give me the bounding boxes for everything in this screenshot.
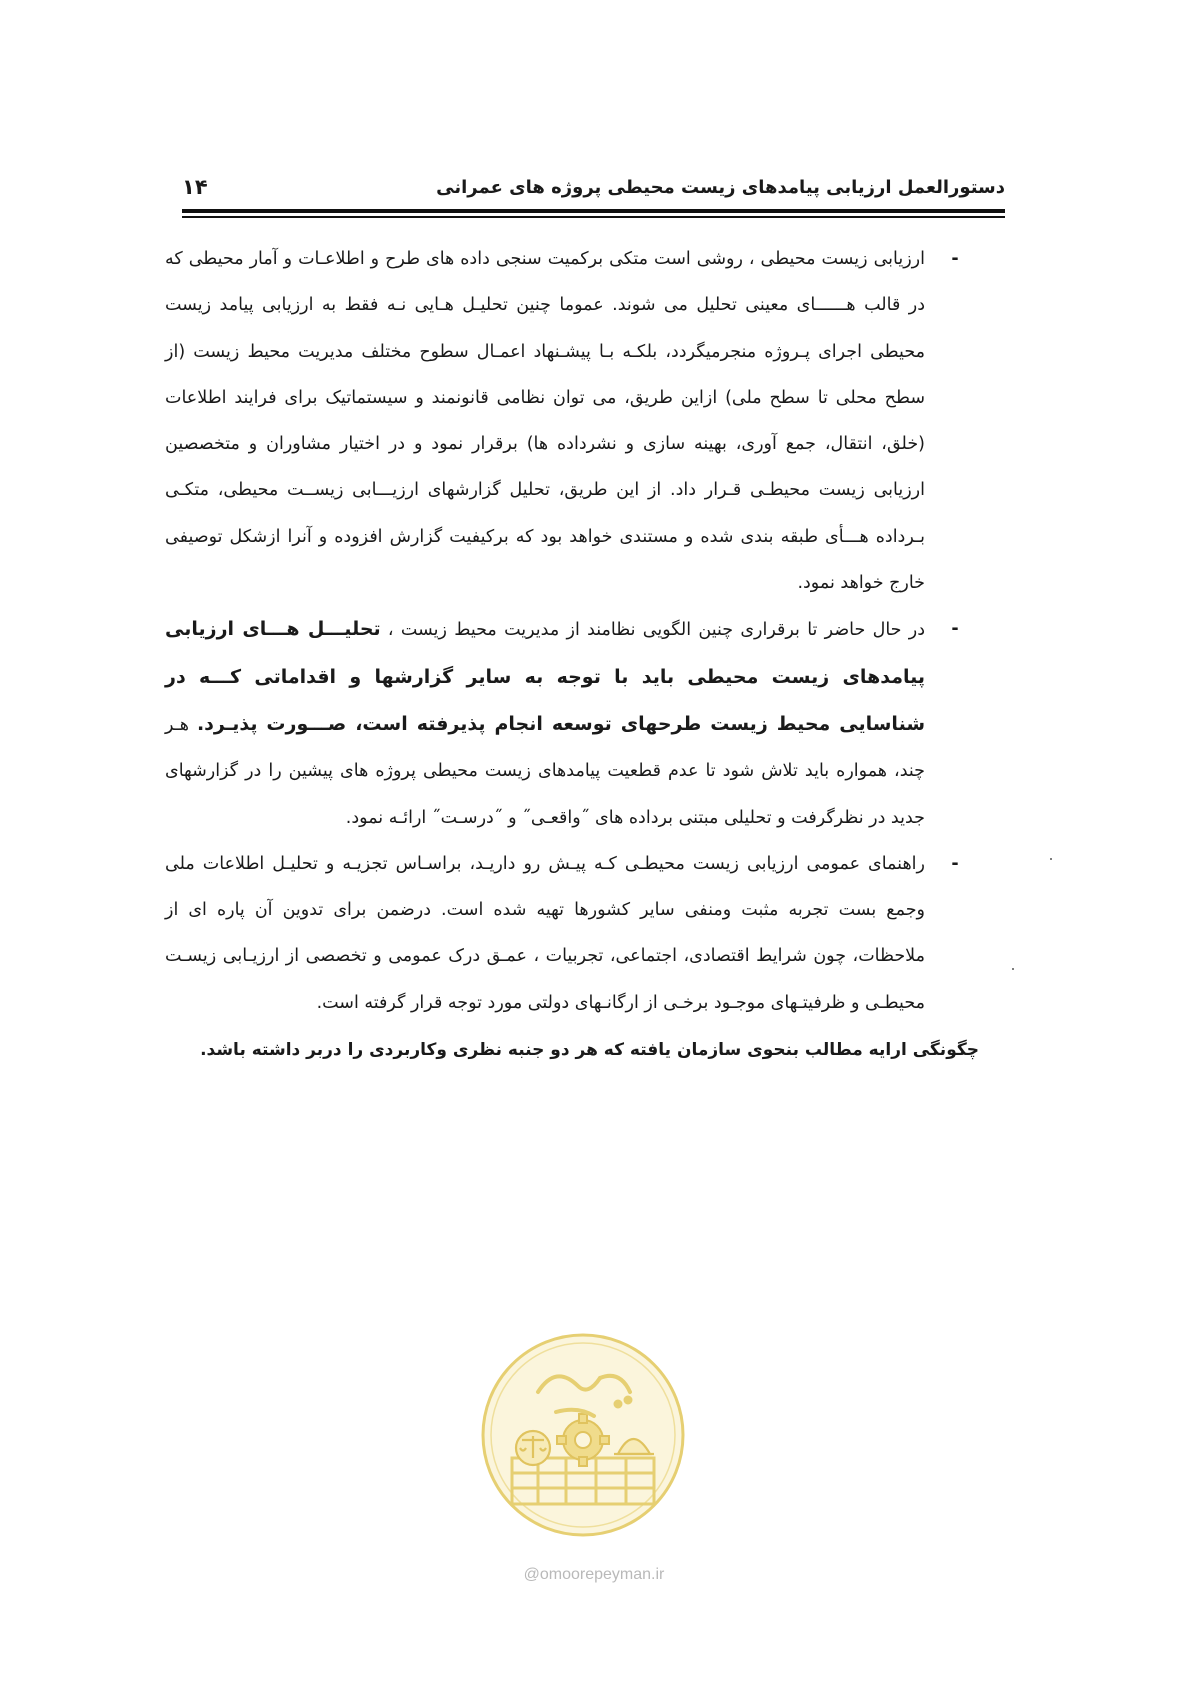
watermark-seal-logo [478,1330,688,1540]
running-title: دستورالعمل ارزیابی پیامدهای زیست محیطی پروژه های عمرانی [436,176,1005,198]
body-text [165,236,979,1072]
bullet-paragraph-2 [165,606,965,840]
seal-emblem-icon [478,1330,688,1540]
paragraph-text-bold: تحلیـــل هـــای ارزیابی پیامدهای زیست محیطی باید با توجه به سایر گزارشها و اقداماتی کـــه در شناسایی محیط زیست طرحهای توسعه انجام پذیرفته است، صـــورت پذیـرد. [165,618,926,735]
bullet-marker-2: - [951,619,959,640]
paragraph-text-end: هـر چند، همواره باید تلاش شود تا عدم قطعیت پیامدهای زیست محیطی پروژه های پیشین را در گزارشهای جدید در نظرگرفت و تحلیلی مبتنی برداده های ˝واقعـی˝ و ˝درسـت˝ ارائـه نمود. [165,714,925,828]
scan-speck [1012,968,1014,970]
paragraph-text: ارزیابی زیست محیطی ، روشی است متکی برکمیت سنجی داده های طرح و اطلاعـات و آمار محیطی که در قالب هــــــای معینی تحلیل می شوند. عموما چنین تحلیـل هـایی نـه فقط به ارزیابی پیامد زیست محیطی اجرای پـروژه منجرمیگردد، بلکـه بـا پیشـنهاد اعمـال سطوح مختلف مدیریت محیط زیست (از سطح محلی تا سطح ملی) ازاین طریق، می توان نظامی قانونمند و سیستماتیک برای فرایند اطلاعات (خلق، انتقال، جمع آوری، بهینه سازی و نشرداده ها) برقرار نمود و در اختیار مشاوران و متخصصین ارزیابی زیست محیطـی قـرار داد. از این طریق، تحلیل گزارشهای ارزیـــابی زیســت محیطی، متکـی بـرداده هـــأی طبقه بندی شده و مستندی خواهد بود که برکیفیت گزارش افزوده و آنرا ازشکل توصیفی خارج خواهد نمود. [165,249,925,594]
scan-speck [1050,858,1052,860]
bullet-paragraph-1 [165,236,965,606]
bullet-paragraph-3 [165,841,965,1026]
paragraph-text-start: در حال حاضر تا برقراری چنین الگویی نظامند از مدیریت محیط زیست ، [380,620,925,641]
running-header [182,170,1005,204]
bullet-marker: - [951,853,959,874]
watermark-handle: @omoorepeyman.ir [523,1566,665,1583]
paragraph-text [165,606,925,840]
page-number: ۱۴ [182,175,208,199]
paragraph-text: راهنمای عمومی ارزیابی زیست محیطـی کـه پیـش رو داریـد، براسـاس تجزیـه و تحلیـل اطلاعات ملی وجمع بست تجربه مثبت ومنفی سایر کشورها تهیه شده است. درضمن برای تدوین آن پاره ای از ملاحظات، چون شرایط اقتصادی، اجتماعی، تجربیات ، عمـق درک عمومی و تخصصی از ارزیـابی زیسـت محیطـی و ظرفیتـهای موجـود برخـی از ارگانـهای دولتی مورد توجه قرار گرفته است. [165,853,925,1013]
header-rule-thick [182,209,1005,213]
closing-sentence: چگونگی ارایه مطالب بنحوی سازمان یافته که هر دو جنبه نظری وکاربردی را دربر داشته باشد. [200,1040,979,1061]
bullet-marker: - [951,249,959,269]
header-rule-thin [182,216,1005,218]
